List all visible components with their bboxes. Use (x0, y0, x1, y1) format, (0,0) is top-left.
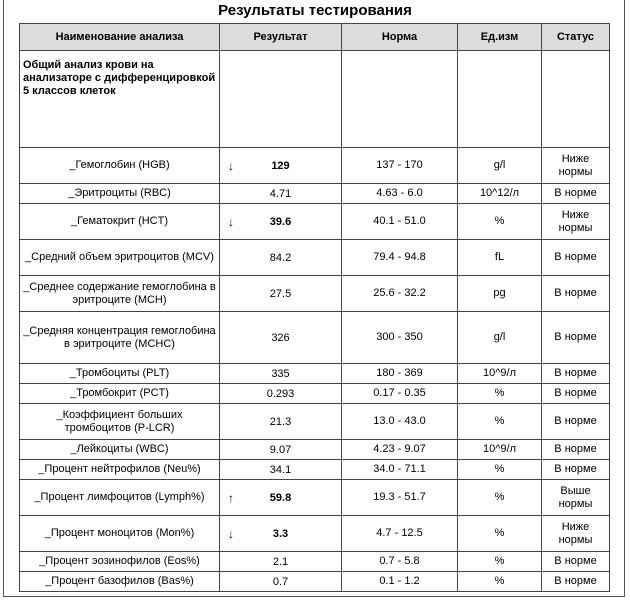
page-title: Результаты тестирования (218, 2, 412, 19)
norm-range: 4.7 - 12.5 (342, 516, 458, 552)
result-cell (220, 440, 342, 460)
table-row (20, 148, 610, 184)
norm-range: 0.1 - 1.2 (342, 572, 458, 592)
test-name: _Лейкоциты (WBC) (20, 440, 220, 460)
norm-range: 34.0 - 71.1 (342, 460, 458, 480)
norm-range: 180 - 369 (342, 364, 458, 384)
norm-range: 25.6 - 32.2 (342, 276, 458, 312)
group-empty-cell (342, 51, 458, 148)
status-text: В норме (542, 384, 610, 404)
norm-range: 0.7 - 5.8 (342, 552, 458, 572)
table-row (20, 364, 610, 384)
result-value: 21.3 (269, 415, 292, 428)
result-cell (220, 364, 342, 384)
table-row (20, 240, 610, 276)
test-name: _Гемоглобин (HGB) (20, 148, 220, 184)
test-name: _Эритроциты (RBC) (20, 184, 220, 204)
status-text: Ниже нормы (542, 516, 610, 552)
status-text: В норме (542, 276, 610, 312)
unit: g/l (458, 312, 542, 364)
result-value: 4.71 (269, 187, 292, 200)
table-row (20, 276, 610, 312)
norm-range: 40.1 - 51.0 (342, 204, 458, 240)
test-name: _Гематокрит (HCT) (20, 204, 220, 240)
result-value: 34.1 (269, 463, 292, 476)
test-name: _Процент базофилов (Bas%) (20, 572, 220, 592)
status-text: В норме (542, 552, 610, 572)
test-name: _Коэффициент больших тромбоцитов (P-LCR) (20, 404, 220, 440)
result-cell (220, 312, 342, 364)
result-value: 39.6 (269, 215, 292, 228)
norm-range: 4.23 - 9.07 (342, 440, 458, 460)
result-cell (220, 516, 342, 552)
result-value: 2.1 (272, 555, 289, 568)
table-row (20, 552, 610, 572)
header-name: Наименование анализа (20, 24, 220, 51)
table-row (20, 404, 610, 440)
table-header-row (20, 24, 610, 51)
test-name: _Средний объем эритроцитов (MCV) (20, 240, 220, 276)
status-text: Ниже нормы (542, 204, 610, 240)
result-value: 84.2 (269, 251, 292, 264)
status-text: В норме (542, 364, 610, 384)
result-cell (220, 148, 342, 184)
table-row (20, 384, 610, 404)
test-name: _Процент эозинофилов (Eos%) (20, 552, 220, 572)
result-value: 129 (271, 159, 290, 172)
group-title: Общий анализ крови на анализаторе с дифференцировкой 5 классов клеток (20, 51, 220, 148)
norm-range: 0.17 - 0.35 (342, 384, 458, 404)
group-row (20, 51, 610, 148)
unit: g/l (458, 148, 542, 184)
test-name: _Процент лимфоцитов (Lymph%) (20, 480, 220, 516)
result-cell (220, 276, 342, 312)
result-value: 3.3 (272, 527, 289, 540)
result-cell (220, 460, 342, 480)
result-value: 59.8 (269, 491, 292, 504)
header-unit: Ед.изм (458, 24, 542, 51)
test-name: _Среднее содержание гемоглобина в эритроците (MCH) (20, 276, 220, 312)
unit: 10^12/л (458, 184, 542, 204)
table-row (20, 480, 610, 516)
table-row (20, 312, 610, 364)
table-row (20, 184, 610, 204)
unit: % (458, 404, 542, 440)
result-cell (220, 404, 342, 440)
norm-range: 13.0 - 43.0 (342, 404, 458, 440)
status-text: В норме (542, 312, 610, 364)
result-cell (220, 240, 342, 276)
unit: % (458, 516, 542, 552)
norm-range: 19.3 - 51.7 (342, 480, 458, 516)
unit: % (458, 460, 542, 480)
group-empty-cell (542, 51, 610, 148)
unit: 10^9/л (458, 440, 542, 460)
table-row (20, 204, 610, 240)
arrow-down-icon: ↓ (228, 526, 234, 541)
result-cell (220, 480, 342, 516)
arrow-down-icon: ↓ (228, 214, 234, 229)
unit: % (458, 552, 542, 572)
arrow-down-icon: ↓ (228, 158, 234, 173)
result-cell (220, 384, 342, 404)
table-row (20, 572, 610, 592)
test-name: _Тромбокрит (PCT) (20, 384, 220, 404)
result-cell (220, 204, 342, 240)
result-cell (220, 572, 342, 592)
group-empty-cell (220, 51, 342, 148)
table-row (20, 460, 610, 480)
unit: fL (458, 240, 542, 276)
unit: % (458, 572, 542, 592)
result-value: 326 (271, 331, 290, 344)
status-text: В норме (542, 460, 610, 480)
norm-range: 137 - 170 (342, 148, 458, 184)
norm-range: 4.63 - 6.0 (342, 184, 458, 204)
result-cell (220, 184, 342, 204)
header-status: Статус (542, 24, 610, 51)
unit: 10^9/л (458, 364, 542, 384)
header-result: Результат (220, 24, 342, 51)
norm-range: 79.4 - 94.8 (342, 240, 458, 276)
norm-range: 300 - 350 (342, 312, 458, 364)
result-value: 0.293 (266, 387, 295, 400)
group-empty-cell (458, 51, 542, 148)
result-value: 335 (271, 367, 290, 380)
unit: pg (458, 276, 542, 312)
status-text: В норме (542, 184, 610, 204)
result-value: 9.07 (269, 443, 292, 456)
unit: % (458, 480, 542, 516)
table-row (20, 440, 610, 460)
header-norm: Норма (342, 24, 458, 51)
result-cell (220, 552, 342, 572)
status-text: Выше нормы (542, 480, 610, 516)
table-row (20, 516, 610, 552)
status-text: В норме (542, 440, 610, 460)
result-value: 0.7 (272, 575, 289, 588)
results-table (19, 23, 610, 592)
status-text: Ниже нормы (542, 148, 610, 184)
arrow-up-icon: ↑ (228, 490, 234, 505)
unit: % (458, 204, 542, 240)
test-name: _Средняя концентрация гемоглобина в эритроците (MCHC) (20, 312, 220, 364)
test-name: _Процент нейтрофилов (Neu%) (20, 460, 220, 480)
status-text: В норме (542, 240, 610, 276)
unit: % (458, 384, 542, 404)
status-text: В норме (542, 572, 610, 592)
test-name: _Тромбоциты (PLT) (20, 364, 220, 384)
test-name: _Процент моноцитов (Mon%) (20, 516, 220, 552)
status-text: В норме (542, 404, 610, 440)
result-value: 27.5 (269, 287, 292, 300)
